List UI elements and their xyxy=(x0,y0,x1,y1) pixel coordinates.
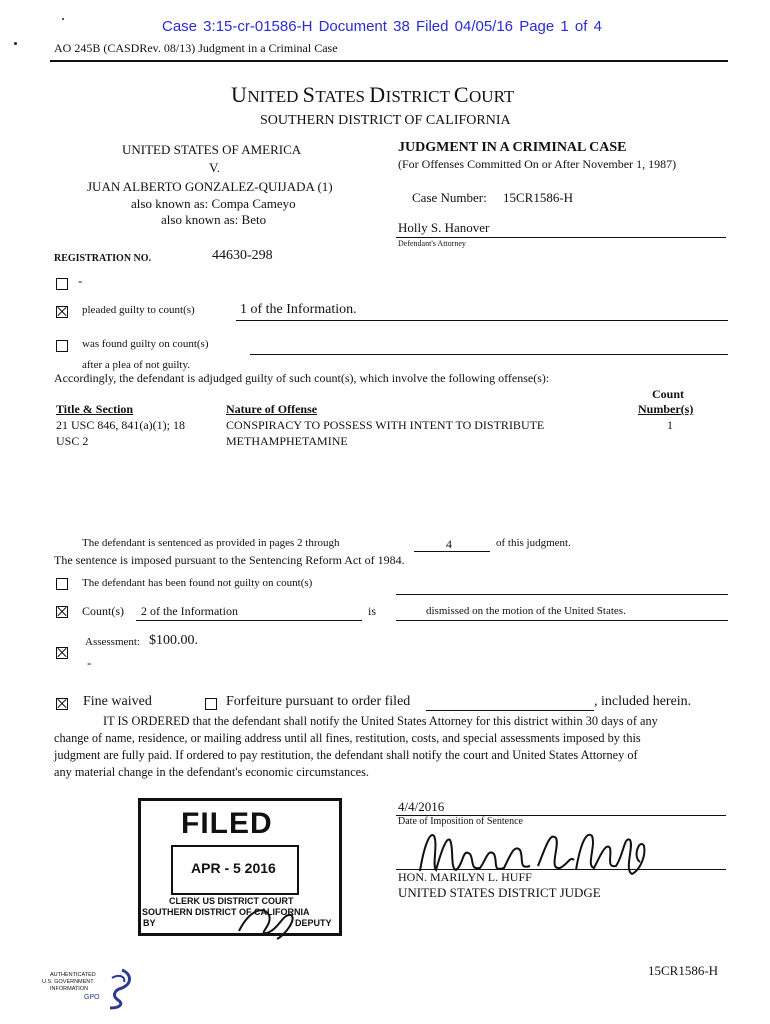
offense-count: 1 xyxy=(667,418,673,432)
order-line-2: change of name, residence, or mailing address until all fines, restitution, costs, and special assessments imposed by this xyxy=(54,731,641,745)
forfeiture-rule xyxy=(426,710,594,711)
pleaded-guilty-checkbox xyxy=(56,306,68,318)
district-name: SOUTHERN DISTRICT OF CALIFORNIA xyxy=(260,113,511,128)
scan-speck xyxy=(62,18,64,20)
gpo-line-1: AUTHENTICATED xyxy=(50,972,96,978)
dismissed-rule xyxy=(396,620,728,621)
counts-dismissed-checkbox xyxy=(56,606,68,618)
pleaded-rule xyxy=(236,320,728,321)
scan-speck xyxy=(14,42,17,45)
gpo-authentication-seal xyxy=(40,966,135,1016)
filed-stamp-title: FILED xyxy=(181,807,273,840)
filed-stamp-date: APR - 5 2016 xyxy=(191,860,276,876)
forfeiture-checkbox xyxy=(205,698,217,710)
imposition-date-label: Date of Imposition of Sentence xyxy=(398,816,523,827)
registration-number: 44630-298 xyxy=(212,248,273,263)
assessment-checkbox xyxy=(56,647,68,659)
accordingly-text: Accordingly, the defendant is adjudged guilty of such count(s), which involve the following offense(s): xyxy=(54,371,550,385)
counts-rule xyxy=(136,620,362,621)
filed-stamp-date-box xyxy=(171,845,299,895)
form-id: AO 245B (CASDRev. 08/13) Judgment in a Criminal Case xyxy=(54,41,338,55)
filed-stamp-deputy: DEPUTY xyxy=(295,918,332,928)
attorney-label: Defendant's Attorney xyxy=(398,239,466,248)
imposition-date: 4/4/2016 xyxy=(398,799,445,814)
of-judgment: of this judgment. xyxy=(496,537,571,549)
counts-label: Count(s) xyxy=(82,604,124,618)
filed-stamp-clerk-2: SOUTHERN DISTRICT OF CALIFORNIA xyxy=(142,907,310,917)
found-guilty-rule xyxy=(250,354,728,355)
not-guilty-label: The defendant has been found not guilty on count(s) xyxy=(82,577,313,589)
gpo-line-2: U.S. GOVERNMENT xyxy=(42,979,94,985)
pleaded-guilty-value: 1 of the Information. xyxy=(240,302,357,317)
footer-case-ref: 15CR1586-H xyxy=(648,963,719,978)
gpo-line-3: INFORMATION xyxy=(50,986,89,992)
counts-value: 2 of the Information xyxy=(141,604,238,618)
offense-nature-line-2: METHAMPHETAMINE xyxy=(226,434,348,448)
attorney-rule xyxy=(396,237,726,238)
included-herein: , included herein. xyxy=(594,694,692,709)
counts-is: is xyxy=(368,604,377,618)
order-line-4: any material change in the defendant's economic circumstances. xyxy=(54,765,369,779)
aka-2: also known as: Beto xyxy=(161,212,267,227)
deputy-signature xyxy=(233,901,303,941)
not-guilty-rule xyxy=(396,594,728,595)
dismissed-text: dismissed on the motion of the United States. xyxy=(426,605,626,617)
filed-stamp xyxy=(138,798,342,936)
reform-act: The sentence is imposed pursuant to the Sentencing Reform Act of 1984. xyxy=(54,553,405,567)
pages-rule xyxy=(414,551,490,552)
after-plea: after a plea of not guilty. xyxy=(82,359,191,371)
gpo-line-4: GPO xyxy=(84,994,100,1001)
defense-attorney: Holly S. Hanover xyxy=(398,220,490,235)
not-guilty-checkbox xyxy=(56,578,68,590)
case-number: 15CR1586-H xyxy=(503,190,574,205)
gpo-eagle-icon xyxy=(98,966,134,1010)
judgment-pages: 4 xyxy=(446,537,452,551)
order-line-3: judgment are fully paid. If ordered to pay restitution, the defendant shall notify the court and United States Attorney of xyxy=(54,748,638,762)
case-number-label: Case Number: xyxy=(412,190,487,205)
order-line-1: IT IS ORDERED that the defendant shall notify the United States Attorney for this district within 30 days of any xyxy=(103,714,658,728)
judge-title: UNITED STATES DISTRICT JUDGE xyxy=(398,885,601,900)
pleaded-guilty-label: pleaded guilty to count(s) xyxy=(82,304,195,316)
judgment-subtitle: (For Offenses Committed On or After November 1, 1987) xyxy=(398,157,677,171)
plaintiff: UNITED STATES OF AMERICA xyxy=(122,142,302,157)
judgment-title: JUDGMENT IN A CRIMINAL CASE xyxy=(398,140,627,155)
ecf-header-stamp: Case 3:15-cr-01586-H Document 38 Filed 04/05/16 Page 1 of 4 xyxy=(162,18,602,35)
assessment-dash: - xyxy=(87,655,92,670)
offense-nature-line-1: CONSPIRACY TO POSSESS WITH INTENT TO DISTRIBUTE xyxy=(226,418,545,432)
col-title-section: Title & Section xyxy=(56,402,134,416)
col-count: Count xyxy=(652,387,685,401)
judge-name: HON. MARILYN L. HUFF xyxy=(398,870,532,884)
assessment-label: Assessment: xyxy=(85,636,140,648)
found-guilty-checkbox xyxy=(56,340,68,352)
found-guilty-label: was found guilty on count(s) xyxy=(82,338,209,350)
registration-label: REGISTRATION NO. xyxy=(54,253,152,264)
offense-title-line-1: 21 USC 846, 841(a)(1); 18 xyxy=(56,418,185,432)
filed-stamp-by: BY xyxy=(143,918,156,928)
header-rule xyxy=(50,60,728,62)
blank-dash: - xyxy=(78,273,83,288)
aka-1: also known as: Compa Cameyo xyxy=(131,196,296,211)
col-count-numbers: Number(s) xyxy=(638,402,694,416)
filed-stamp-clerk-1: CLERK US DISTRICT COURT xyxy=(169,896,294,906)
court-title: UNITED STATES DISTRICT COURT xyxy=(231,82,515,107)
blank-checkbox xyxy=(56,278,68,290)
forfeiture-text: Forfeiture pursuant to order filed xyxy=(226,694,411,709)
col-nature-offense: Nature of Offense xyxy=(226,402,318,416)
assessment-value: $100.00. xyxy=(149,633,198,648)
fine-waived-checkbox xyxy=(56,698,68,710)
defendant-name: JUAN ALBERTO GONZALEZ-QUIJADA (1) xyxy=(87,179,333,194)
versus: V. xyxy=(209,160,220,175)
offense-title-line-2: USC 2 xyxy=(56,434,89,448)
fine-waived: Fine waived xyxy=(83,694,152,709)
sentenced-label: The defendant is sentenced as provided in pages 2 through xyxy=(82,537,340,549)
